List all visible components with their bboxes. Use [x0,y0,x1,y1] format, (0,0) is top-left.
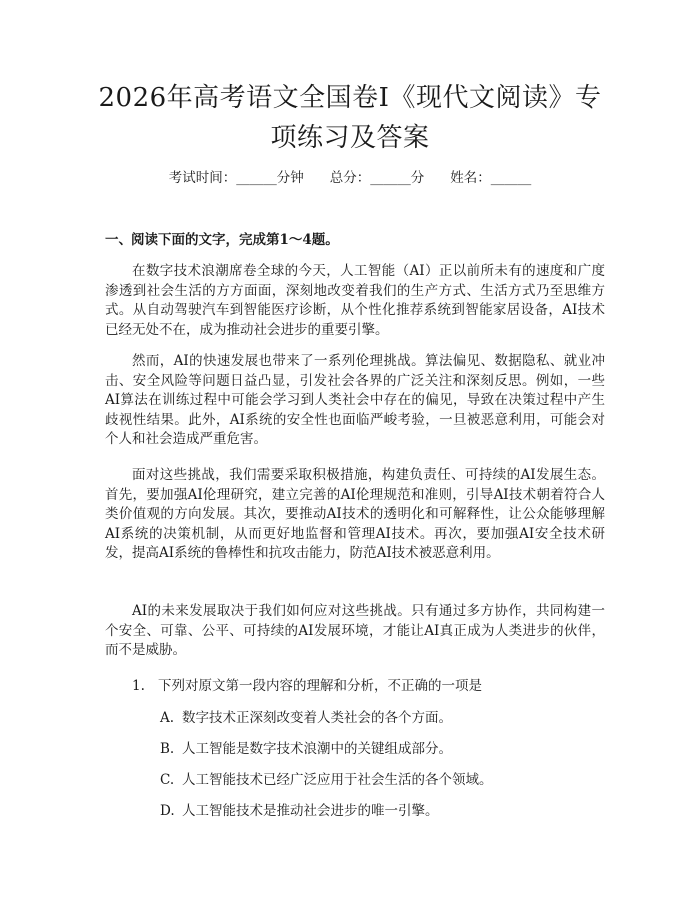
name-label: 姓名：______ [450,170,532,186]
passage-paragraph-2: 然而，AI的快速发展也带来了一系列伦理挑战。算法偏见、数据隐私、就业冲击、安全风险等问题日益凸显，引发社会各界的广泛关注和深刻反思。例如，一些AI算法在训练过程中可能会学习到人类社会中存在的偏见，导致在决策过程中产生歧视性结果。此外，AI系统的安全性也面临严峻考验，一旦被恶意利用，可能会对个人和社会造成严重危害。 [105,353,605,447]
option-b-letter: B. [160,741,175,757]
document-title: 2026年高考语文全国卷Ⅰ《现代文阅读》专项练习及答案 [98,83,602,153]
option-a [160,708,452,728]
passage-paragraph-3: 面对这些挑战，我们需要采取积极措施，构建负责任、可持续的AI发展生态。首先，要加强AI伦理研究，建立完善的AI伦理规范和准则，引导AI技术朝着符合人类价值观的方向发展。其次，要推动AI技术的透明化和可解释性，让公众能够理解AI系统的决策机制，从而更好地监督和管理AI技术。再次，要加强AI安全技术研发，提高AI系统的鲁棒性和抗攻击能力，防范AI技术被恶意利用。 [105,467,605,561]
section-number: 一、 [105,232,132,248]
option-c-letter: C. [160,772,175,788]
option-a-letter: A. [160,710,175,726]
option-c [160,770,493,790]
passage-paragraph-1: 在数字技术浪潮席卷全球的今天，人工智能（AI）正以前所未有的速度和广度渗透到社会生活的方方面面，深刻地改变着我们的生产方式、生活方式乃至思维方式。从自动驾驶汽车到智能医疗诊断，从个性化推荐系统到智能家居设备，AI技术已经无处不在，成为推动社会进步的重要引擎。 [105,263,605,338]
question-number: 1. [132,678,145,694]
option-c-text: 人工智能技术已经广泛应用于社会生活的各个领域。 [182,772,493,788]
passage-paragraph-4: AI的未来发展取决于我们如何应对这些挑战。只有通过多方协作，共同构建一个安全、可靠、公平、可持续的AI发展环境，才能让AI真正成为人类进步的伙伴，而不是威胁。 [105,603,605,658]
option-d-letter: D. [160,803,175,819]
total-score-label: 总分：______分 [329,170,425,186]
section-instruction: 阅读下面的文字，完成第1～4题。 [131,232,339,248]
option-d [160,801,439,821]
option-b [160,739,452,759]
question-1-stem [132,676,482,696]
exam-info-line [0,168,700,188]
question-text: 下列对原文第一段内容的理解和分析，不正确的一项是 [158,678,482,694]
option-d-text: 人工智能技术是推动社会进步的唯一引擎。 [182,803,439,819]
section-heading [105,230,339,250]
exam-time-label: 考试时间：______分钟 [168,170,304,186]
option-a-text: 数字技术正深刻改变着人类社会的各个方面。 [182,710,452,726]
option-b-text: 人工智能是数字技术浪潮中的关键组成部分。 [182,741,452,757]
